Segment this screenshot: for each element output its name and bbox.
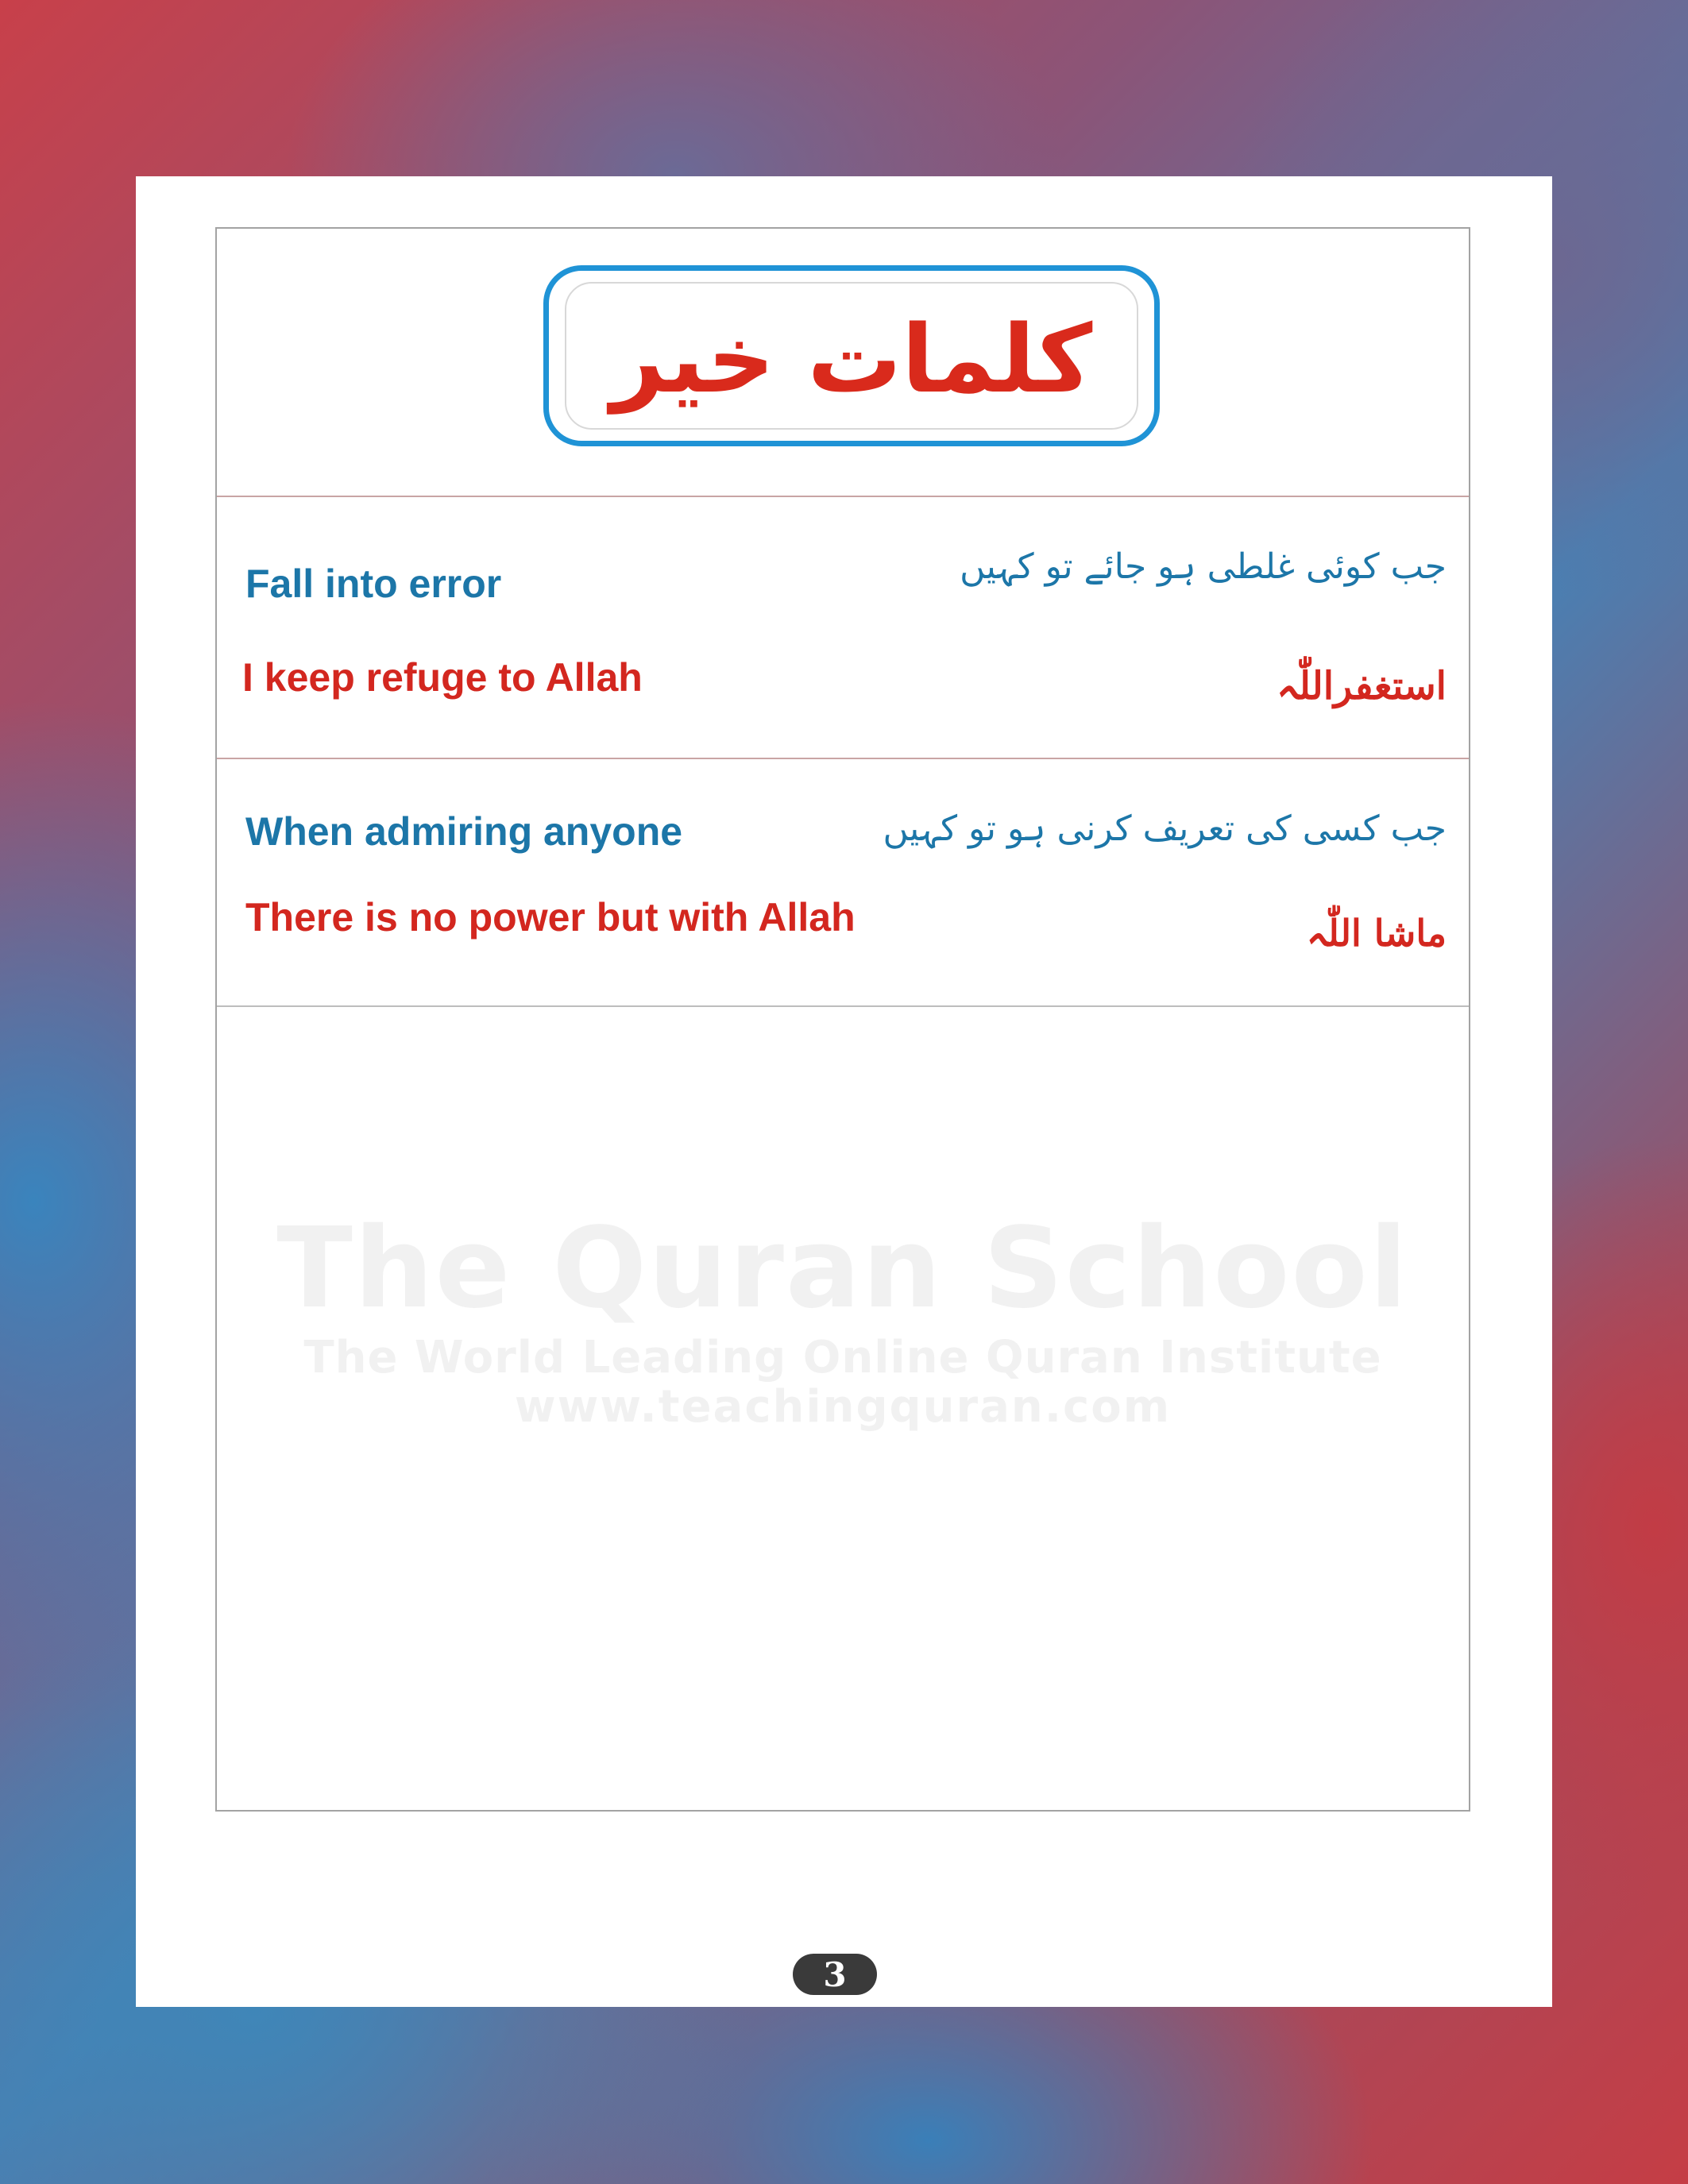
watermark bbox=[217, 1204, 1469, 1433]
phrase-urdu: ماشا اللّٰہ bbox=[1306, 912, 1447, 955]
situation-urdu: جب کوئی غلطی ہو جائے تو کہیں bbox=[960, 546, 1447, 587]
watermark-url: www.teachingquran.com bbox=[514, 1381, 1172, 1433]
phrase-urdu: استغفراللّٰہ bbox=[1277, 664, 1447, 708]
page-number: 3 bbox=[823, 1954, 847, 1994]
phrase-english: There is no power but with Allah bbox=[245, 895, 856, 940]
watermark-subtitle: The World Leading Online Quran Institute bbox=[303, 1332, 1382, 1383]
page-sheet bbox=[136, 176, 1552, 2007]
watermark-title: The Quran School bbox=[276, 1204, 1409, 1333]
page-title: کلمات خیر bbox=[610, 304, 1093, 414]
divider bbox=[217, 758, 1469, 759]
situation-english: Fall into error bbox=[245, 561, 502, 606]
title-banner bbox=[543, 265, 1160, 446]
phrase-english: I keep refuge to Allah bbox=[242, 655, 643, 700]
content-frame bbox=[215, 227, 1470, 1812]
divider bbox=[217, 1005, 1469, 1007]
divider bbox=[217, 496, 1469, 497]
page-number-badge bbox=[793, 1954, 877, 1995]
situation-english: When admiring anyone bbox=[245, 809, 683, 854]
situation-urdu: جب کسی کی تعریف کرنی ہو تو کہیں bbox=[883, 808, 1447, 849]
title-banner-inner bbox=[565, 282, 1138, 430]
